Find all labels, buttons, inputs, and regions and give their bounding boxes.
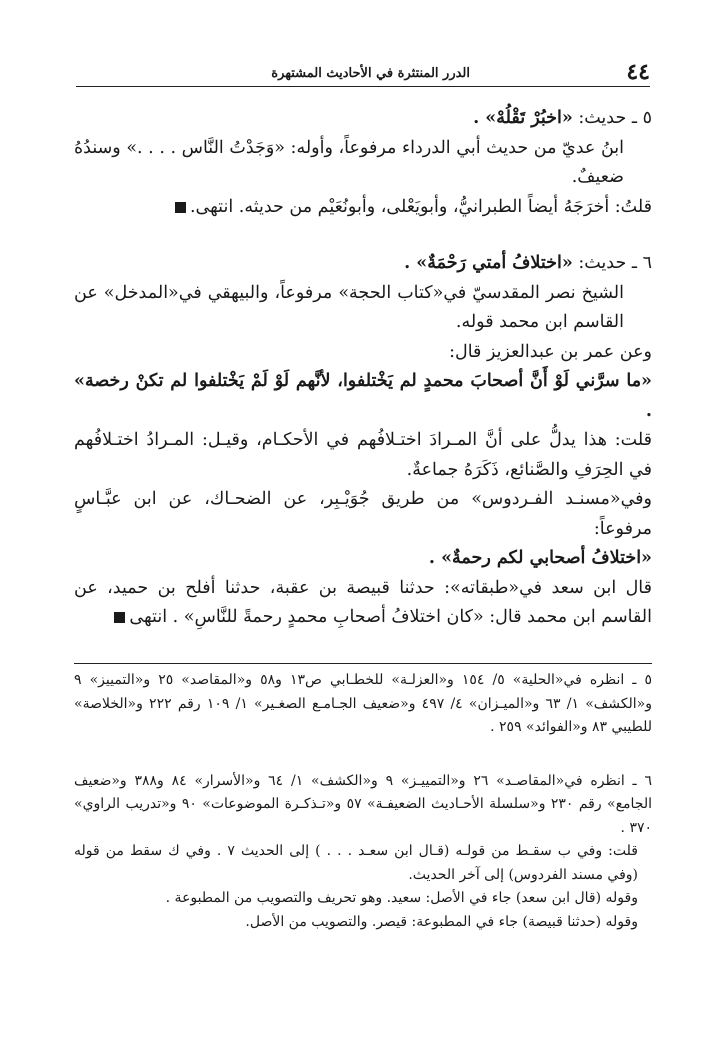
footnote-6: ٦ ـ انظره في«المقاصـد» ٢٦ و«التمييـز» ٩ و«الكشف» ١/ ٦٤ و«الأسرار» ٨٤ و٣٨٨ و«ضعيف الجامع» رقم ٢٣٠ و«سلسلة الأحـاديث الضعيفـة» ٥٧ و«تـذكـرة الموضوعات» ٩٠ و«تدريب الراوي» ٣٧٠ . [74,772,652,836]
hadith-6-umar-quote: «ما سرَّني لَوْ أَنَّ أصحابَ محمدٍ لم يَخْتلفوا، لأنَّهم لَوْ لَمْ يَخْتلفوا لم تكنْ رخصة» . [74,371,652,421]
footnote-rule [74,663,652,664]
main-text [74,104,652,633]
hadith-6-ibn-sad-text: قال ابن سعد في«طبقاته»: حدثنا قبيصة بن عقبة، حدثنا أفلح بن حميد، عن القاسم ابن محمد قال: «كان اختلافُ أصحابِ محمدٍ رحمةً للنَّاسِ» . انتهى [74,577,652,627]
hadith-5-comment-text: قلتُ: أخرَجَهُ أيضاً الطبرانيُّ، وأبويَعْلى، وأبونُعَيْم من حديثه. انتهى. [189,196,652,217]
footnote-6-note-3: وقوله (حدثنا قبيصة) جاء في المطبوعة: قيصر. والتصويب من الأصل. [245,913,638,930]
page-header [76,58,650,88]
hadith-5-label: حديث: [578,108,627,128]
hadith-6-comment: قلت: هذا يدلُّ على أنَّ المـرادَ اختـلافُهم في الأحكـام، وقيـل: المـرادُ اختـلافُهم في الحِرَفِ والصَّنائع، ذَكَرَهُ جماعةٌ. [74,430,652,480]
footnote-gap [74,740,652,770]
hadith-6-label: حديث: [578,253,627,273]
hadith-6-umar-intro: وعن عمر بن عبدالعزيز قال: [449,341,652,362]
running-title: الدرر المنتثرة في الأحاديث المشتهرة [271,66,470,81]
hadith-6-text: «اختلافُ أمتي رَحْمَةٌ» . [404,253,573,273]
page-number: ٤٤ [626,59,650,85]
footnote-6-note-1: قلت: وفي ب سقـط من قولـه (قـال ابن سعـد . . . ) إلى الحديث ٧ . وفي ك سقط من قوله (وفي مسند الفردوس) إلى آخر الحديث. [74,843,638,883]
hadith-6-number: ٦ ـ [631,253,652,273]
footnote-5: ٥ ـ انظره في«الحلية» ٥/ ١٥٤ و«العزلـة» للخطـابي ص١٣ و٥٨ و«المقاصد» ٢٥ و«التمييز» ٩ و«الكشف» ١/ ٦٣ و«الميـزان» ٤/ ٤٩٧ و«ضعيف الجـامـع الصغـير» ١/ ١٠٩ رقم ٢٢٢ و«الخلاصة» للطيبي ٨٣ و«الفوائد» ٢٥٩ . [74,672,652,735]
hadith-5-text: «اخبُرْ تَقْلُهْ» . [473,108,573,128]
footnotes [74,669,652,934]
hadith-5-comment [74,193,652,223]
hadith-6-source: الشيخ نصر المقدسيّ في«كتاب الحجة» مرفوعاً، والبيهقي في«المدخل» عن القاسم ابن محمد قوله. [74,282,624,332]
end-square-icon [175,202,186,213]
hadith-6-firdaws: وفي«مسنـد الفـردوس» من طريق جُوَيْـبِر، عن الضحـاك، عن ابن عبَّـاسٍ مرفوعاً: [74,489,652,539]
hadith-6-ibn-sad [74,574,652,633]
section-gap [74,222,652,249]
hadith-5-number: ٥ ـ [631,108,652,128]
hadith-6-heading [74,249,652,279]
hadith-5-source: ابنُ عديّ من حديث أبي الدرداء مرفوعاً، وأوله: «وَجَدْتُ النَّاس . . . .» وسندُهُ ضعيفٌ. [74,137,624,187]
footnote-6-note-2: وقوله (قال ابن سعد) جاء في الأصل: سعيد. وهو تحريف والتصويب من المطبوعة . [165,890,638,906]
hadith-5-heading [74,104,652,134]
hadith-6-firdaws-quote: «اختلافُ أصحابي لكم رحمةٌ» . [428,548,652,568]
end-square-icon [114,612,125,623]
header-rule [76,86,650,87]
